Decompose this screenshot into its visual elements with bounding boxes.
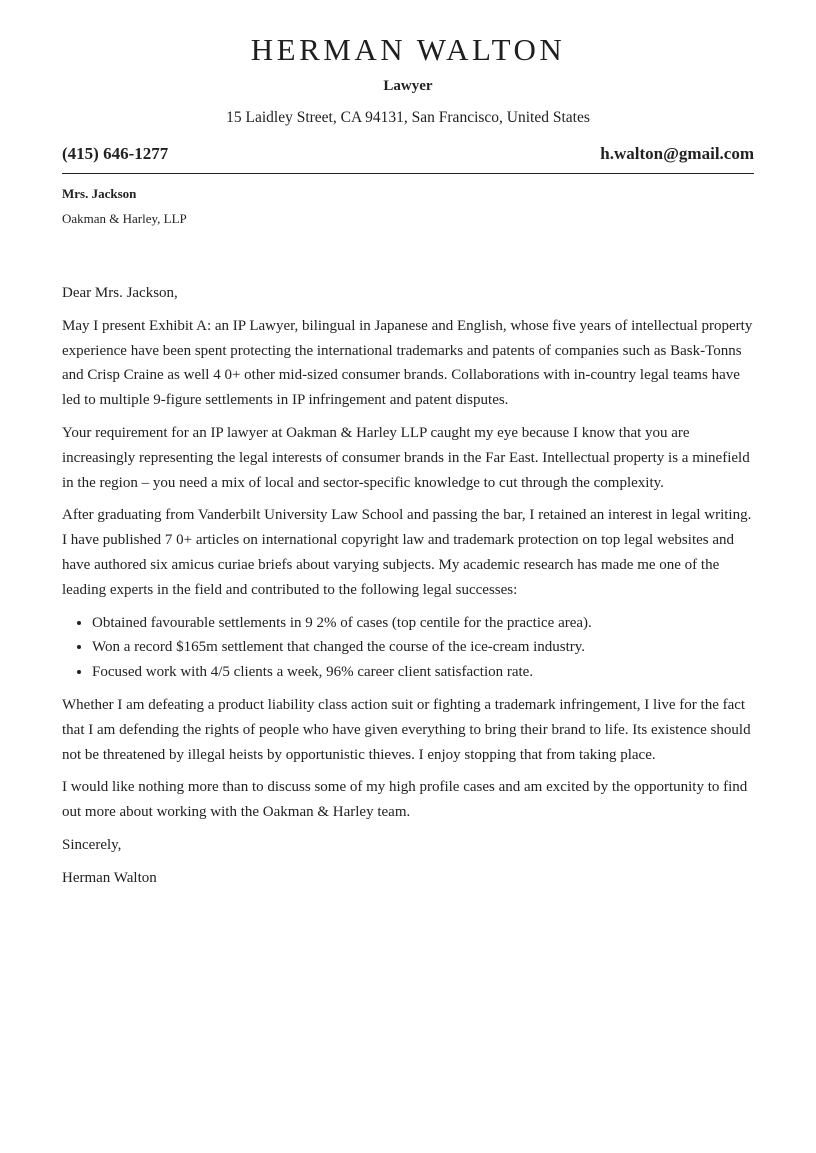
paragraph: May I present Exhibit A: an IP Lawyer, bilingual in Japanese and English, whose five years of intellectual property experience have been spent protecting the international trademarks and patents of companies such as Bask-Tonns and Crisp Craine as well 4 0+ other mid-sized consumer brands. Collaborations with in-country legal teams have led to multiple 9-figure settlements in IP infringement and patent disputes. bbox=[62, 317, 753, 409]
applicant-phone: (415) 646-1277 bbox=[62, 144, 169, 163]
cover-letter-page bbox=[62, 0, 754, 1153]
header-divider bbox=[62, 173, 754, 174]
paragraph: After graduating from Vanderbilt University Law School and passing the bar, I retained an interest in legal writing. I have published 7 0+ articles on international copyright law and trademark protection on top legal websites and have authored six amicus curiae briefs about varying subjects. My academic research has made me one of the leading experts in the field and contributed to the following legal successes: bbox=[62, 507, 752, 598]
salutation: Dear Mrs. Jackson, bbox=[62, 285, 178, 301]
list-item: • Won a record $165m settlement that changed the course of the ice-cream industry. bbox=[92, 635, 754, 660]
achievements-list bbox=[62, 611, 754, 685]
applicant-name: HERMAN WALTON bbox=[250, 32, 566, 67]
applicant-title: Lawyer bbox=[383, 78, 433, 94]
list-item: • Obtained favourable settlements in 9 2% of cases (top centile for the practice area). bbox=[92, 611, 754, 636]
paragraph: I would like nothing more than to discuss some of my high profile cases and am excited by the opportunity to find out more about working with the Oakman & Harley team. bbox=[62, 779, 748, 821]
recipient-company: Oakman & Harley, LLP bbox=[62, 211, 187, 226]
list-item: • Focused work with 4/5 clients a week, 96% career client satisfaction rate. bbox=[92, 660, 754, 685]
recipient-name: Mrs. Jackson bbox=[62, 186, 137, 201]
signature: Herman Walton bbox=[62, 869, 157, 886]
applicant-email: h.walton@gmail.com bbox=[600, 144, 754, 163]
signoff: Sincerely, bbox=[62, 836, 122, 853]
applicant-address: 15 Laidley Street, CA 94131, San Francisco, United States bbox=[226, 109, 590, 126]
paragraph: Whether I am defeating a product liability class action suit or fighting a trademark infringement, I live for the fact that I am defending the rights of people who have given everything to bring their brand to life. Its existence should not be threatened by illegal heists by opportunistic thieves. I enjoy stopping that from taking place. bbox=[62, 696, 751, 763]
paragraph: Your requirement for an IP lawyer at Oakman & Harley LLP caught my eye because I know that you are increasingly representing the legal interests of consumer brands in the Far East. Intellectual property is a minefield in the region – you need a mix of local and sector-specific knowledge to cut through the complexity. bbox=[62, 424, 750, 491]
letter-body bbox=[62, 281, 754, 899]
